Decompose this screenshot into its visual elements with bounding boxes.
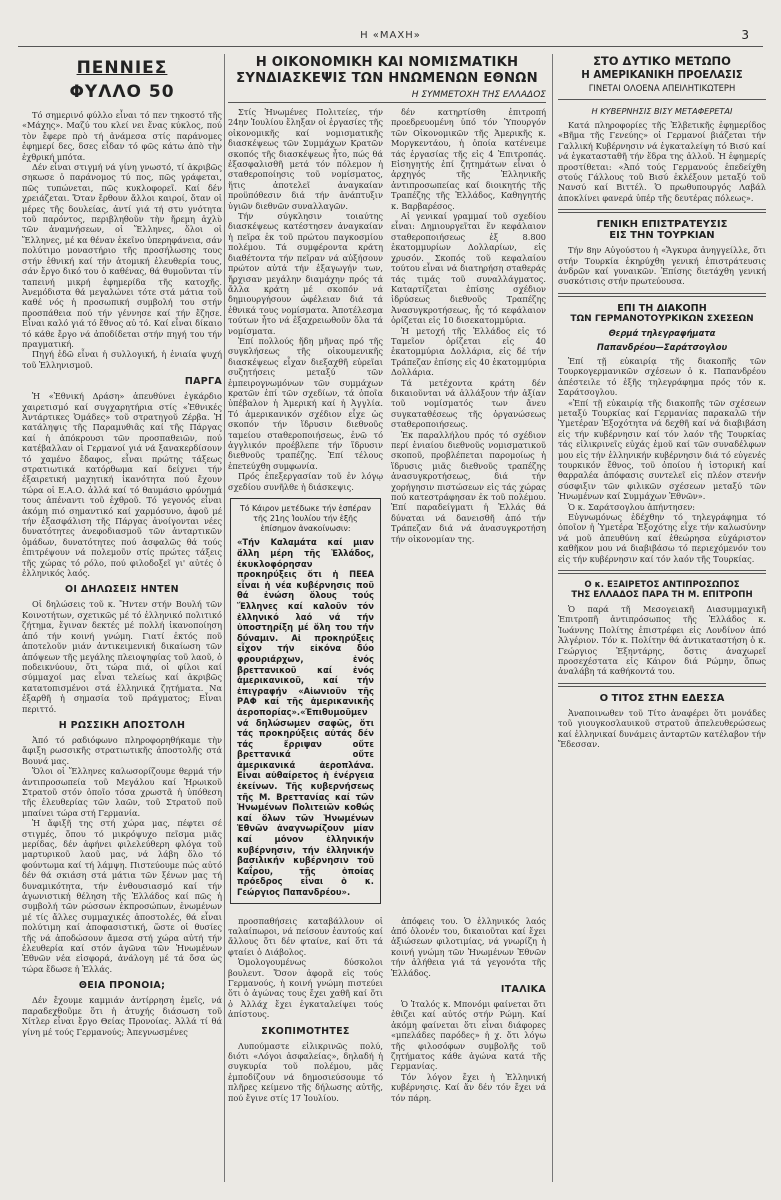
headline-titos: Ο ΤΙΤΟΣ ΣΤΗΝ ΕΔΕΣΣΑ [599, 692, 725, 704]
divider [558, 99, 766, 100]
header-rule [18, 46, 763, 47]
paragraph: Τήν 8ην Αὐγούστου ἡ «Ἄγκυρα ἀνηγγείλλε, ὅτι στήν Τουρκία ἐκηρύχθη γενική ἐπιστράτευσις ἀνδρῶν καί γυναικῶν. Ἐπίσης διετάχθη γενική συσκότισις στήν πρωτεύουσα. [558, 245, 766, 287]
paragraph: Δέν εἶναι στιγμή νά γίνη γνωστό, τί ἀκριβῶς σηκωσε ὁ παράνομος τύ πος, πῶς γράφεται, πῶς τυπώνεται, πῶς κυκλοφορεῖ. Καί δέν χρειάζεται. Ὅταν ἔρθουν ἄλλοι καιροί, ὅταν οἱ μέρες τῆς δουλείας, ἀντί γιά τή στυ γνότητα τοῦ παρόντος, περιβληθοῦν τὴν ἤρεμη ἀχλὺ τῶν ἀναμνήσεων, οἱ Ἕλληνες, ὅλοι οἱ Ἕλληνες, μέ κα θέναν ἐκεῖνο ὑπερηφάνεια, σάν πολύτιμο μοναστήριο τῆς προσήλωσης τους στήν ἐθνική καί τήν ἀτομική ἐλευθερία τους, σάν ἔργο δικό του ὁ καθένας, θά θυμοῦνται τίν ταπεινή μικρή ἐφημερίδα τῆς κατοχῆς. Ἀνεμόδιστα θά μεγαλώνει τότε στά μάτια τοῦ καθέ νός ἡ προσωπική συμβολή του στήν προσπάθεια πού τήν γέννησε καί τήν ἔζησε. Εἶναι καλό γιά τό ἔθνος αὐ τό. Καί εἶναι δίκαιο τό κάθε ἔργο νά ἀποδίδεται στήν πηγή του τήν πραγματική. [22, 162, 222, 349]
article-right-subcolumn [391, 107, 546, 910]
column-divider [552, 54, 553, 1182]
paragraph: προσπαθήσεις καταβάλλουν οἱ ταλαίπωροι, νά πείσουν ἑαυτούς καί ἄλλους ὅτι δέν φταίνε, καί ὅτι τά φταίει ὁ Διάβολος. [228, 915, 383, 957]
paragraph: Εὐγνωμόνως ἐδέχθην τό τηλεγράφημα τό ὁποῖον ἡ Ὑμετέρα Ἐξοχότης εἶχε τήν καλωσύνην νά μοῦ ἀπευθύνη καί ἐθεώρησα εὐχάριστον καθῆκον μου νά διαβιβάσω τό περιεχόμενόν του εἰς τήν κυβέρνησιν καί τόν λαόν τῆς Τουρκίας. [558, 511, 766, 564]
paragraph: Ὅλοι οἱ Ἕλληνες καλωσορίζουμε θερμά τήν ἀντιπροσωπεία τοῦ Μεγάλου καί Ἡρωικοῦ Στρατοῦ στόν ὁποῖο τόσα χρωστᾶ ἡ ὑπόθεση τῆς ἐλευθερίας τῶν λαῶν, τοῦ Στρατοῦ ποῦ μπαίνει τώρα στή Γερμανία. [22, 766, 222, 818]
paragraph: Κατά πληροφορίες τῆς Ἐλβετικῆς ἐφημερίδος «Βῆμα τῆς Γενεύης» οἱ Γερμανοί βιάζεται τήν Γαλλική Κυβέρνησιν νά ἐγκαταλείψη τό Βισύ καί νά ἐγκατασταθῆ τήν ἕδρα της ἀλλοῦ. Ἡ ἐφημερίς προστίθεται: «Ἀπό τούς Γερμανούς ἐπεδείχθη στούς Γάλλους τοῦ Βισύ ἐκλέξουν μεταξύ τοῦ Νανσύ καί Βιττέλ. Ὁ πρωθυπουργός Λαβάλ ἀποκλίνει φανερά ὑπέρ τῆς δευτέρας πόλεως». [558, 120, 766, 203]
intro-article [22, 110, 222, 370]
headline-diakopi-1: ΕΠΙ ΤΗ ΔΙΑΚΟΠΗ [617, 302, 707, 314]
headline-genikh-2: ΕΙΣ ΤΗΝ ΤΟΥΡΚΙΑΝ [609, 230, 715, 242]
headline-exairetos-2: ΤΗΣ ΕΛΛΑΔΟΣ ΠΑΡΑ ΤΗ Μ. ΕΠΙΤΡΟΠΗ [571, 590, 753, 600]
paragraph: Ὁ Ἰταλός κ. Μπονόμι φαίνεται ὅτι ἐθιζει καί αὐτός στήν Ρώμη. Καί ἀκόμη φαίνεται ὅτι εἶναι διάφορες «μπελάδες παρόδες» ἡ χ. ὅτι λόγω τῆς φιλοσόφων συμβολῆς τοῦ ζητήματος κάθε ἀγώνα κατά τῆς Γερμανίας. [391, 999, 546, 1072]
divider [558, 209, 766, 213]
paragraph: Πρός ἐπεξεργασίαν τοῦ ἐν λόγῳ σχεδίου συνῆλθε ἡ διάσκεψις. [228, 471, 383, 492]
paragraph: Ἀπό τό ραδιόφωνο πληροφορηθήκαμε τὴν ἄφιξη ρωσσικῆς στρατιωτικῆς ἀποστολῆς στά Βουνά μας. [22, 734, 222, 766]
boxed-statement [230, 498, 381, 904]
paragraph: δέν κατηρτίσθη ἐπιτροπή προεδρευομένη ὑπό τόν Ὑπουργόν τῶν Οἰκονομικῶν τῆς Ἀμερικῆς κ. Μοργκεντάου, ἡ ὁποία κατένειμε τάς ἐργασίας τῆς εἰς 4 Ἐπιτροπάς. Εἰσηγητής ἐπί ζητημάτων εἶναι ὁ ἀρχηγός τῆς Ἑλληνικῆς ἀντιπροσωπείας καί διοικητής τῆς Τραπέζης τῆς Ἑλλάδος, Καθηγητής κ. Βαρβαρέσος. [391, 107, 546, 211]
paragraph: Οἱ δηλώσεις τοῦ κ. Ἤντεν στήν Βουλή τῶν Κοινοτήτων, σχετικῶς μέ τό ἑλληνικό πολιτικό ζήτημα, ἔγιναν δεκτές μέ πολλή ἱκανοποίηση ἀπό τήν κοινή γνώμη. Γιατί ἐκτός ποῦ ἀποτελοῦν μιάν ἀντικειμενική δικαίωση τῶν ἀπόψεων τῆς μεγάλης πλειοψηφίας τοῦ λαοῦ, ὁ ποδεικνύουν, ὅτι τώρα πιά, οἱ φίλοι καί σύμμαχοί μας εἶναι τελείως καί ἀκριβῶς κατατοπισμένοι στά ἑλληνικά ζητήματα. Να ἐξαρθῆ ἡ σημασία τοῦ πράγματος; Εἶναι περιττό. [22, 599, 222, 714]
subheading-kyvernhsis-visy: Η ΚΥΒΕΡΝΗΣΙΣ ΒΙΣΥ ΜΕΤΑΦΕΡΕΤΑΙ [591, 106, 733, 116]
divider [558, 293, 766, 297]
headline-genikh-1: ΓΕΝΙΚΗ ΕΠΙΣΤΡΑΤΕΥΣΙΣ [596, 219, 728, 231]
section-heading-rwssikh: Η ΡΩΣΣΙΚΗ ΑΠΟΣΤΟΛΗ [58, 719, 186, 731]
paragraph: Στίς Ἡνωμένες Πολιτείες, τήν 24ην Ἰουλίου ἔληξαν οἱ ἐργασίες τῆς οἰκονομικῆς καί νομισματικῆς διασκέψεως τῶν Συμμάχων Κρατῶν σκοπός τῆς διασκέψεως ἦτο, πώς θά ἐξασφαλισθῆ μετά τόν πόλεμον ἡ σταθεροποίησις τοῦ νομίσματος, ἥτις ἀποτελεῖ ἀναγκαίαν προϋπόθεσιν διά τήν ἀνάπτυξιν ὑγιῶν διεθνῶν συναλλαγῶν. [228, 107, 383, 211]
article-columns [228, 107, 546, 910]
paragraph: Δέν ἔχουμε καμμιάν ἀντίρρηση ἐμεῖς, νά παραδεχθοῦμε ὅτι ἡ ἀτυχής διάσωση τοῦ Χίτλερ εἶναι ἔργο Θείας Προνοίας. Ἀλλά τί θά γίνη μέ τούς Γερμανούς; Ἀπεγνωσμένες [22, 995, 222, 1037]
column-title-penies: ΠΕΝΝΙΕΣ [76, 58, 168, 78]
paragraph: Τόν λόγον ἔχει ἡ Ἑλληνική κυβέρνησις. Καί ἄν δέν τόν ἔχει νά τόν πάρη. [391, 1071, 546, 1103]
paragraph: Ἡ μετοχή τῆς Ἑλλάδος εἰς τό Ταμεῖον ὁρίζεται εἰς 40 ἑκατομμύρια Δολλάρια, εἰς δέ τήν Τράπεζαν ἐπίσης εἰς 40 ἑκατομμύρια Δολλάρια. [391, 325, 546, 378]
headline-amerikanikh: Η ΑΜΕΡΙΚΑΝΙΚΗ ΠΡΟΕΛΑΣΙΣ [581, 70, 743, 81]
divider [558, 570, 766, 574]
main-headline-1: Η ΟΙΚΟΝΟΜΙΚΗ ΚΑΙ ΝΟΜΙΣΜΑΤΙΚΗ [255, 55, 519, 70]
subheading-papandreou: Παπανδρέου—Σαράτσογλου [596, 341, 728, 352]
main-headline-2: ΣΥΝΔΙΑΣΚΕΨΙΣ ΤΩΝ ΗΝΩΜΕΝΩΝ ΕΘΝΩΝ [236, 71, 538, 86]
box-intro: Τό Κάιρον μετέδωκε τήν ἑσπέραν τῆς 21ης Ἰουλίου τήν ἑξῆς ἐπίσημον ἀνακοίνωσιν: [239, 504, 372, 533]
paragraph: Ἡ ἄφιξῆ της στή χώρα μας, πέφτει σέ στιγμές, ὅπου τό μικρόψυχο πεῖσμα μιᾶς μερίδας, δέν ἀφήνει φιλελεύθερη φλόγα τοῦ μαρτυρικοῦ λαοῦ μας, νά λάβη ὅλο τό φούντωμα καί τή λάμψη. Πιστεύουμε πώς αὐτό δέν θά σκιάση στά μάτια τῶν ξένων μας τή δυναμικότητα, τήν ἐνθουσιασμό καί τήν ἀγωνιστική θέληση τῆς Ἑλλάδος καί πῶς ἡ συμβολή τῶν ρώσσων ἐκπροσώπων, ἑνωμένων μέ τίς ἄλλες συμμαχικές ἀποστολές, θά εἶναι πολύτιμη καί ἀποφασιστική, ὥστε οἱ θυσίες τῆς νά ἀποδώσουν ἄμεσα στή χώρα αὐτή τήν ἐλευθερία καί στόν ἀγῶνα τῶν Ἡνωμένων Ἐθνῶν νέα εἰσφορά, ἀνάλογη μέ τά ὅσα ὡς τώρα ἔδωσε ἡ Ἑλλάς. [22, 818, 222, 974]
column-divider [224, 54, 225, 1182]
main-subheadline: Η ΣΥΜΜΕΤΟΧΗ ΤΗΣ ΕΛΛΑΔΟΣ [228, 90, 546, 103]
center-article [228, 52, 546, 1187]
section-heading-pronoia: ΘΕΙΑ ΠΡΟΝΟΙΑ; [78, 980, 166, 992]
paragraph: Τό σημερινό φύλλο εἶναι τό πεν τηκοστό τῆς «Μάχης». Μαζύ του κλεί νει ἕνας κύκλος, πού τὸν ἔφερε πρὸ τή ἀνάμεσα στίς παράνομες ἐφημερί δες, δσες εἶδαν τό φῶς κάτω ἀπὸ τὴν ἐχθρική μπότα. [22, 110, 222, 162]
headline-exairetos-1: Ο κ. ΕΞΑΙΡΕΤΟΣ ΑΝΤΙΠΡΟΣΩΠΟΣ [584, 580, 740, 590]
paragraph: Ὁμολογουμένως δύσκολοι βουλευτ. Ὅσον ἀφορᾶ εἰς τούς Γερμανούς, ἡ κοινή γνώμη πιστεύει ὅτι ὁ ἀγώνας τους ἔχει χαθῆ καί ὅτι ὁ Ἀλλάχ ἔχει ἐγκαταλείψει τούς ἀπίστους. [228, 957, 383, 1020]
headline-dytiko-metwpo: ΣΤΟ ΔΥΤΙΚΟ ΜΕΤΩΠΟ [593, 54, 731, 68]
paragraph: Τήν σύγκλησιν τοιαύτης διασκέψεως κατέστησεν ἀναγκαίαν ἡ πεῖρα ἐκ τοῦ πρώτου παγκοσμίου πολέμου. Τά συμφέροντα κράτη διαθέτοντα τήν πεῖραν νά αὐξήσουν πρώτον αὐτά τήν ἐξαγωγήν των, ἤρχισαν μεγάλην διαμάχην πρός τά ἄλλα κράτη μέ σκοπόν νά δημιουργήσουν ὠφέλειαν διά τά ἐθνικά τους νομίσματα. Ἀποτέλεσμα τούτων ἦτο νά ἐξαχρειωθοῦν ὅλα τά νομίσματα. [228, 211, 383, 336]
right-column [558, 52, 766, 1187]
newspaper-title: Η «ΜΑΧΗ» [360, 30, 421, 41]
headline-diakopi-2: ΤΩΝ ΓΕΡΜΑΝΟΤΟΥΡΚΙΚΩΝ ΣΧΕΣΕΩΝ [570, 313, 754, 324]
paragraph: ἀπόφεις του. Ὁ ἑλληνικός λαός ἀπό ὁλονέν του, δικαιοῦται καί ἔχει ἀξιώσεων φιλοτιμίας, νά γνωρίζη ἡ κοινή γνώμη τῶν Ἡνωμένων Ἐθνῶν τήν ἀλήθεια γιά τά γεγονότα τῆς Ἑλλάδος. [391, 915, 546, 978]
paragraph: Ὁ κ. Σαράτσογλου ἀπήντησεν: [568, 501, 696, 512]
paragraph: Ἀναποινωθεν τοῦ Τίτο ἀναφέρει ὅτι μονάδες τοῦ γιουγκοσλαυικοῦ στρατοῦ ἀπελευθερώσεως καί ἑλληνικαί δυνάμεις ἀνταρτῶν κατέλαβον τήν Ἔδεσσαν. [558, 707, 766, 750]
section-heading-parga: ΠΑΡΓΑ [184, 376, 222, 388]
headline-ginetai: ΓΙΝΕΤΑΙ ΟΛΟΕΝΑ ΑΠΕΙΛΗΤΙΚΩΤΕΡΗ [588, 83, 736, 93]
lower-left-subcolumn [228, 916, 383, 1104]
paragraph: Ἐπί πολλούς ἤδη μῆνας πρό τῆς συγκλήσεως τῆς οἰκουμενικῆς διασκέψεως εἶχαν διεξαχθῆ εὐρεῖαι συζητήσεις μεταξύ τῶν ἐμπειρογνωμόνων τῶν συμμάχων κρατῶν ἐπί τῶν σχεδίων, τά ὁποῖα ὑπέβαλον ἡ Ἀμερική καί ἡ Ἀγγλία. Τό ἀμερικανικόν σχέδιον εἶχε ὡς σκοπόν τήν ἵδρυσιν διεθνοῦς ταμείου σταθεροποιήσεως, ἐνῶ τό ἀγγλικόν προέβλεπε τήν ἵδρυσιν διεθνοῦς τραπέζης. Ἐπί τέλους ἐπετεύχθη συμφωνία. [228, 335, 383, 471]
left-column [22, 52, 222, 1187]
lower-right-subcolumn [391, 916, 546, 1104]
box-text: «Τήν Καλαμάτα καί μιαν ἄλλη μέρη τῆς Ἑλλάδος, ἐκυκλοφόρησαν προκηρύξεις ὅτι ἡ ΠΕΕΑ εἶναι ἡ νέα κυβέρνησις ποῦ θά ἑνώση ὅλους τούς Ἕλληνες καί καλοῦν τόν ἑλληνικό λαό νά τήν ὑποστηρίξη μέ ὅλη του τήν δύναμιν. Αἱ προκηρύξεις εἶχον τήν εἰκόνα δύο φρουριάρχων, ἑνός βρεττανικοῦ καί ἑνός ἀμερικανικοῦ, καί τήν ἐπιγραφήν «Αἰωνιοῦν τῆς ΡΑΦ καί τῆς ἀμερικανικῆς ἀεροπορίας».«Ἐπιθυμοῦμεν νά δηλώσωμεν σαφῶς, ὅτι τάς προκηρύξεις αὐτάς δέν τάς ἔρριψαν οὔτε βρεττανικά οὔτε ἀμερικανικά ἀεροπλάνα. Εἶναι αὐθαίρετος ἡ ἐνέργεια ἐκείνων. Τῆς κυβερνήσεως τῆς Μ. Βρεττανίας καί τῶν Ἡνωμένων Πολιτειῶν κοθώς καί ὅλων τῶν Ἡνωμένων Ἐθνῶν ἀναγνωρίζουν μίαν καί μόνον ἑλληνικήν κυβέρνησιν, τήν ἑλληνικήν βασιλικήν κυβέρνησιν τοῦ Καΐρου, τῆς ὁποίας πρόεδρος εἶναι ὁ κ. Γεώργιος Παπανδρέου». [237, 537, 374, 898]
paragraph: Ἐπί τῇ εὐκαιρίᾳ τῆς διακοπῆς τῶν Τουρκογερμανικῶν σχέσεων ὁ κ. Παπανδρέου ἀπέστειλε τό ἑξῆς τηλεγράφημα πρός τόν κ. Σαράτσογλου. [558, 355, 766, 398]
paragraph: Ἡ «Ἐθνική Δράση» ἀπευθύνει ἐγκάρδιο χαιρετισμό καί συγχαρητήρια στίς «Ἐθνικές Ἀντάρτικες Ὁμάδες» τοῦ στρατηγοῦ Ζέρβα. Ἡ κατάληψις τῆς Παραμυθιᾶς καί τῆς Πάργας καί ἡ ἀπόκρουσι τῶν προσπαθειῶν, πού κατέβαλλαν οἱ Γερμανοί γιά νά ξανακερδίσουν τό χαμένο ἔδαφος, εἶναι πρώτης τάξεως στρατιωτικά κατόρθωμα καί δείχνει τήν ἐξαιρετική μαχητική ἱκανότητα πού ἔχουν τώρα οἱ Ε.Α.Ο. ἀλλά καί τό θαυμάσιο φρόνημά τους ἀπέναντι τοῦ ἐχθροῦ. Τό γεγονός εἶναι ἀκόμη πιό σημαντικό καί χαρμόσυνο, ἀφοῦ μέ τήν ἐξασφάλιση τῆς Πάργας ἀνοίγονται νέες δυνατότητες ἀνεφοδιασμοῦ τῶν ἀνταρτικῶν ὁμάδων, δυνατότητες πού ἀσφαλῶς θά τούς ἐπιτρέψουν νά πολεμοῦν στίς πρώτες τάξεις τῆς χώρας τό ρόλο, πού φιλοδοξεῖ γι' αὐτές ὁ ἑλληνικός λαός. [22, 391, 222, 579]
column-subtitle-fyllo: ΦΥΛΛΟ 50 [69, 82, 175, 102]
paragraph: Ὁ παρά τῆ Μεσογειακῆ Διασυμμαχικῆ Ἐπιτροπῆ ἀντιπρόσωπος τῆς Ἑλλάδος κ. Ἰωάννης Πολίτης ἐπιστρέφει εἰς Λονδίνον ἀπό Ἀλγέριον. Τόν κ. Πολίτην θά ἀντικαταστήση ὁ κ. Γεώργιος Ἐξηντάρης, ὅστις ἀναχωρεῖ προσεχέστατα εἰς Κάιρον διά Ρώμην, ὅπως ἀναλάβη τά καθήκοντά του. [558, 604, 766, 677]
paragraph: Πηγή ἐδῶ εἶναι ἡ συλλογική, ἡ ἐνιαία ψυχή τοῦ Ἑλληνισμοῦ. [22, 349, 222, 370]
page-number: 3 [741, 28, 749, 42]
lower-columns [228, 916, 546, 1104]
paragraph: Λυπούμαστε εἰλικρινῶς πολύ, διότι «Λόγοι ἀσφαλείας», δηλαδή ἡ συγκυρία τοῦ πολέμου, μᾶς ἐμποδίζουν νά δημοσιεύσουμε τό πλῆρες κείμενο τῆς δήλωσης αὐτῆς, πού ἔγινε στίς 17 Ἰουλίου. [228, 1040, 383, 1103]
section-heading-dilwseis: ΟΙ ΔΗΛΩΣΕΙΣ ΗΝΤΕΝ [65, 584, 179, 596]
paragraph: Ἐκ παραλλήλου πρός τό σχέδιον περί ἑνιαίου διεθνοῦς νομισματικοῦ σκοποῦ, προβλέπεται παρομοίως ἡ ἵδρυσις μιᾶς διεθνοῦς τραπέζης ἀνασυγκροτήσεως, διά τήν χορήγησιν πιστώσεων εἰς τάς χώρας πού κατεστράφησαν ἐκ τοῦ πολέμου. Ἐπί παραδείγματι ἡ Ἑλλάς θά δύναται νά δανεισθῆ ἀπό τήν Τράπεζαν διά νά ἀνασυγκροτήση τήν οἰκονομίαν της. [391, 429, 546, 544]
subheading-thermaa: Θερμά τηλεγραφήματα [608, 327, 716, 338]
article-left-subcolumn [228, 107, 383, 910]
section-heading-skopimotites: ΣΚΟΠΙΜΟΤΗΤΕΣ [261, 1025, 350, 1037]
paragraph: Τά μετέχοντα κράτη δέν δικαιοῦνται νά ἀλλάξουν τήν ἀξίαν τοῦ νομίσματός των ἄνευ συγκαταθέσεως τῆς ὀργανώσεως σταθεροποιήσεως. [391, 377, 546, 430]
paragraph: Αἱ γενικαί γραμμαί τοῦ σχεδίου εἶναι: Δημιουργεῖται ἕν κεφάλαιον σταθεροποιήσεως ἐξ 8.800 ἑκατομμυρίων Δολλαρίων, εἰς χρυσόν. Σκοπός τοῦ κεφαλαίου τούτου εἶναι νά διατηρήση σταθεράς τάς τιμάς τοῦ συναλλάγματος. Καταρτίζεται ἐπίσης σχέδιον ἱδρύσεως διεθνοῦς Τραπέζης Ἀνασυγκροτήσεως, ἧς τό κεφάλαιον ὁρίζεται εἰς 10 δισεκατομμύρια. [391, 211, 546, 326]
paragraph: «Ἐπί τῇ εὐκαιρίᾳ τῆς διακοπῆς τῶν σχέσεων μεταξύ Τουρκίας καί Γερμανίας παρακαλῶ τήν Ὑμετέραν Ἐξοχότητα νά δεχθῆ καί νά διαβιβάση εἰς τήν κυβέρνησιν καί τόν λαόν τῆς Τουρκίας τάς εἰλικρινεῖς εὐχάς ἐμοῦ καί τῶν συναδέλφων μου εἰς τήν ἑλληνικήν κυβέρνησιν διά τό εὐγενές τουρκικόν ἔθνος, τοῦ ὁποίου ἡ ἱστορική καί θαρραλέα ἀπόφασις συντελεῖ εἰς πλέον στενήν σύσφιξιν τῶν φιλικῶν σχέσεων μεταξύ τῶν Ἡνωμένων καί Συμμάχων Ἐθνῶν». [558, 397, 766, 502]
divider [558, 683, 766, 687]
section-heading-italika: ΙΤΑΛΙΚΑ [500, 984, 546, 996]
